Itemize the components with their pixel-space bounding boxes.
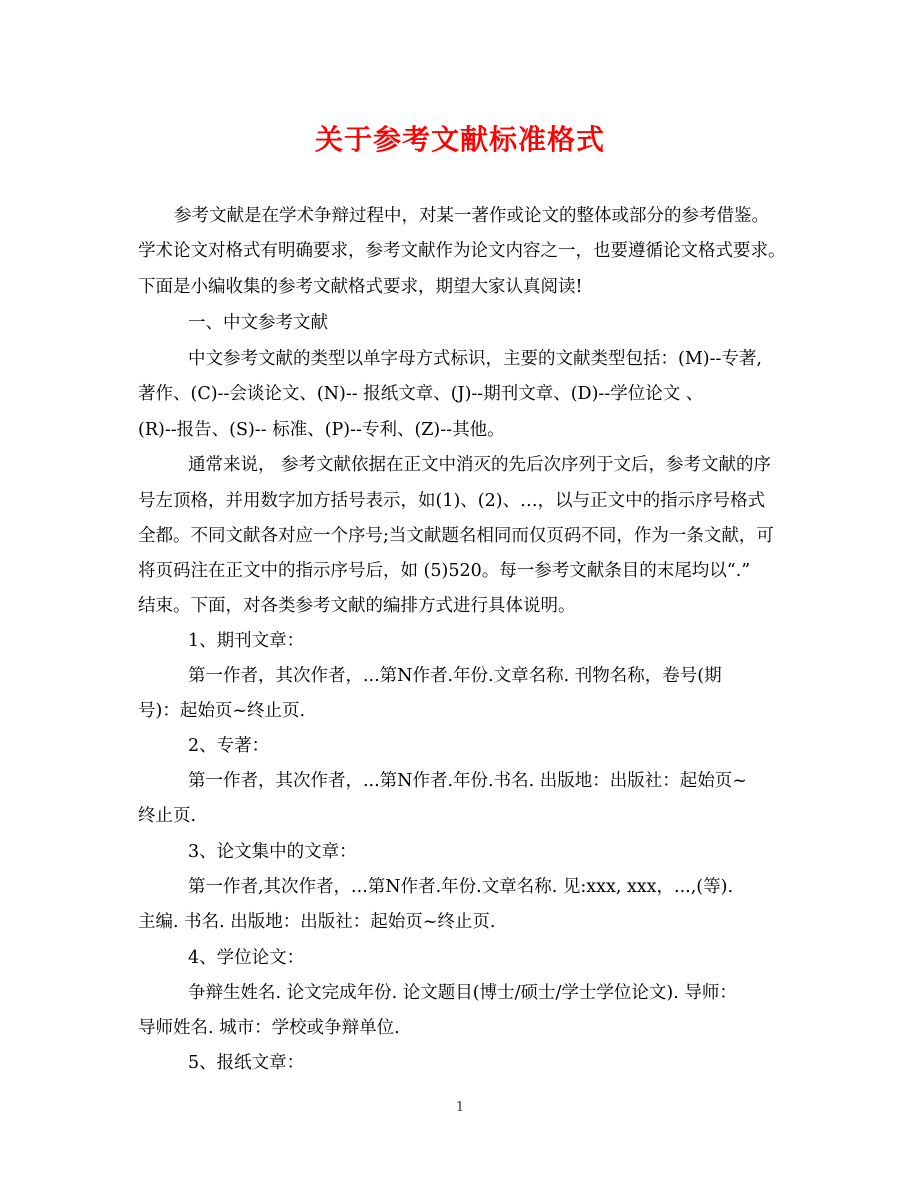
paragraph-line: 4、学位论文： bbox=[188, 948, 305, 968]
paragraph-line: 参考文献是在学术争辩过程中，对某一著作或论文的整体或部分的参考借鉴。 bbox=[174, 206, 769, 226]
paragraph-line: 争辩生姓名. 论文完成年份. 论文题目(博士/硕士/学士学位论文). 导师： bbox=[188, 983, 737, 1003]
paragraph-line: 第一作者，其次作者，...第N作者.年份.文章名称. 刊物名称，卷号(期 bbox=[188, 666, 722, 686]
paragraph-line: 号左顶格，并用数字加方括号表示，如(1)、(2)、…，以与正文中的指示序号格式 bbox=[138, 491, 766, 511]
paragraph-line: 号)：起始页~终止页. bbox=[138, 701, 306, 721]
document-title: 关于参考文献标准格式 bbox=[314, 123, 605, 156]
paragraph-line: 结束。下面，对各类参考文献的编排方式进行具体说明。 bbox=[138, 596, 576, 616]
paragraph-line: 学术论文对格式有明确要求，参考文献作为论文内容之一，也要遵循论文格式要求。 bbox=[138, 241, 786, 261]
paragraph-line: 3、论文集中的文章： bbox=[188, 842, 357, 862]
page-number: 1 bbox=[455, 1100, 465, 1115]
paragraph-line: 著作、(C)--会谈论文、(N)-- 报纸文章、(J)--期刊文章、(D)--学位论文 、 bbox=[138, 384, 704, 404]
paragraph-line: 第一作者,其次作者，...第N作者.年份.文章名称. 见:xxx, xxx，...,(等). bbox=[188, 877, 734, 897]
paragraph-line: 主编. 书名. 出版地：出版社：起始页~终止页. bbox=[138, 912, 496, 932]
paragraph-line: 终止页. bbox=[138, 806, 197, 826]
paragraph-line: 全都。不同文献各对应一个序号;当文献题名相同而仅页码不同，作为一条文献，可 bbox=[138, 526, 774, 546]
paragraph-line: 一、中文参考文献 bbox=[188, 313, 328, 333]
paragraph-line: 2、专著： bbox=[188, 736, 270, 756]
paragraph-line: 导师姓名. 城市：学校或争辩单位. bbox=[138, 1018, 400, 1038]
paragraph-line: 第一作者，其次作者，...第N作者.年份.书名. 出版地：出版社：起始页~ bbox=[188, 771, 747, 791]
paragraph-line: 1、期刊文章： bbox=[188, 631, 305, 651]
paragraph-line: 中文参考文献的类型以单字母方式标识，主要的文献类型包括：(M)--专著, bbox=[188, 349, 762, 369]
paragraph-line: 下面是小编收集的参考文献格式要求，期望大家认真阅读! bbox=[138, 277, 583, 297]
paragraph-line: 通常来说， 参考文献依据在正文中消灭的先后次序列于文后，参考文献的序 bbox=[188, 455, 772, 475]
paragraph-line: 5、报纸文章： bbox=[188, 1053, 305, 1073]
paragraph-line: (R)--报告、(S)-- 标准、(P)--专利、(Z)--其他。 bbox=[138, 420, 505, 440]
paragraph-line: 将页码注在正文中的指示序号后，如 (5)520。每一参考文献条目的末尾均以“.” bbox=[138, 561, 751, 581]
